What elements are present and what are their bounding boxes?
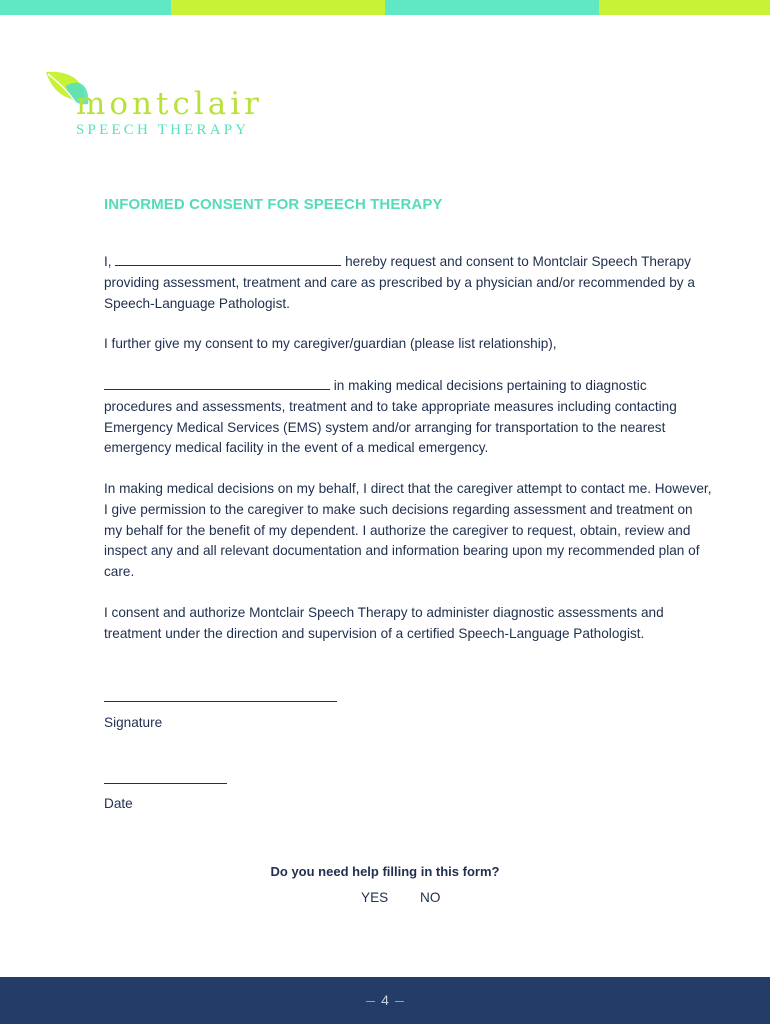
consent-paragraph-2: [104, 334, 714, 355]
page-number-dash-right: [395, 1001, 404, 1002]
p4-text: In making medical decisions on my behalf, I direct that the caregiver attempt to contact me. However, I give permission to the caregiver to make such decisions regarding assessment and treatment on my behalf for the benefit of my dependent. I authorize the caregiver to request, obtain, review and inspect any and all relevant documentation and information bearing upon my recommended plan of care.: [104, 481, 712, 580]
signature-field[interactable]: [104, 701, 337, 702]
p3-text: in making medical decisions pertaining to diagnostic procedures and assessments, treatment and to take appropriate measures including contacting Emergency Medical Services (EMS) system and/or arranging for transportation to the nearest emergency medical facility in the event of a medical emergency.: [104, 378, 677, 456]
logo-tagline: SPEECH THERAPY: [76, 122, 250, 138]
page-number-dash-left: [366, 1001, 375, 1002]
consent-paragraph-3: [104, 375, 714, 459]
top-color-bar: [0, 0, 770, 15]
help-no-option[interactable]: NO: [420, 890, 441, 905]
consent-paragraph-4: [104, 479, 714, 583]
patient-name-field[interactable]: [115, 251, 341, 266]
consent-paragraph-5: [104, 603, 714, 645]
montclair-logo: [44, 70, 284, 150]
p1-prefix: I,: [104, 254, 112, 269]
p5-text: I consent and authorize Montclair Speech Therapy to administer diagnostic assessments and treatment under the direction and supervision of a certified Speech-Language Pathologist.: [104, 605, 664, 641]
help-question: Do you need help filling in this form?: [270, 864, 500, 879]
document-title: INFORMED CONSENT FOR SPEECH THERAPY: [104, 196, 443, 213]
help-yes-option[interactable]: YES: [361, 890, 389, 905]
page-footer: [0, 977, 770, 1024]
logo-wordmark: montclair: [76, 86, 263, 122]
top-bar-segment-3: [385, 0, 599, 15]
p1-text: hereby request and consent to Montclair Speech Therapy providing assessment, treatment and care as prescribed by a physician and/or recommended by a Speech-Language Pathologist.: [104, 254, 695, 311]
top-bar-segment-1: [0, 0, 171, 15]
page-number-value: 4: [381, 992, 389, 1008]
p2-text: I further give my consent to my caregiver/guardian (please list relationship),: [104, 336, 557, 351]
consent-paragraph-1: [104, 251, 714, 314]
top-bar-segment-4: [599, 0, 770, 15]
date-field[interactable]: [104, 783, 227, 784]
top-bar-segment-2: [171, 0, 385, 15]
caregiver-relationship-field[interactable]: [104, 375, 330, 390]
page-number: [0, 992, 770, 1008]
date-label: Date: [104, 796, 133, 811]
signature-label: Signature: [104, 715, 163, 730]
